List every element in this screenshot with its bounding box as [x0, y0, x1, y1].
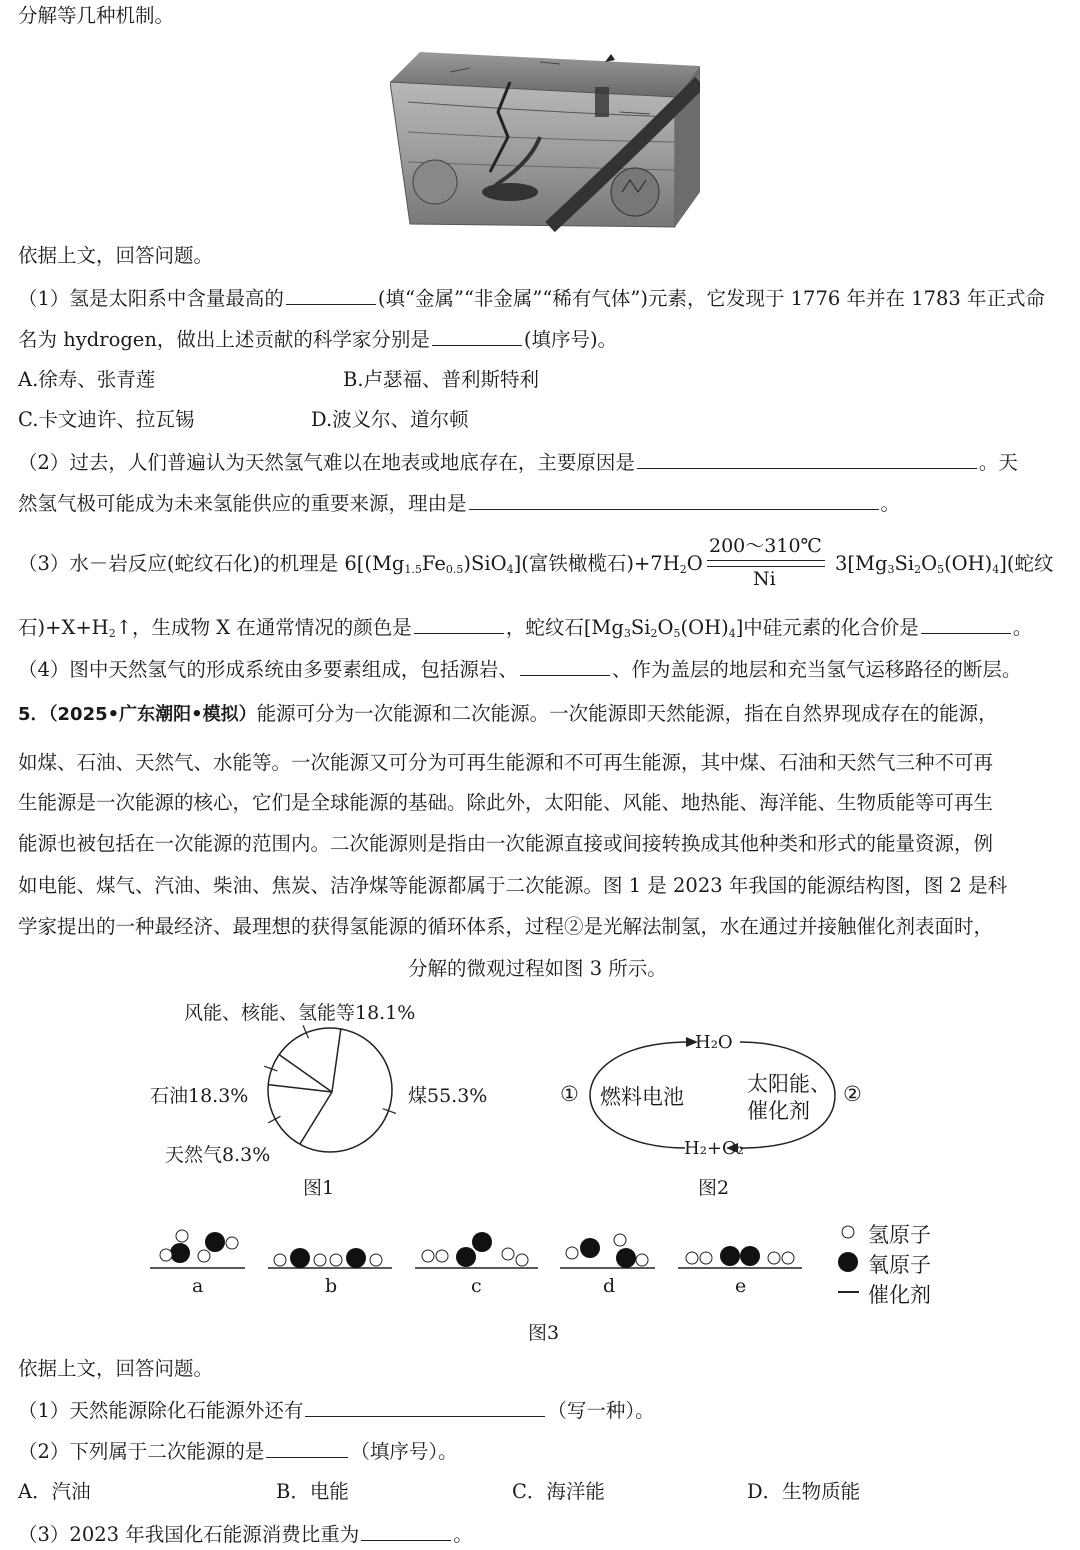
answer-blank[interactable]	[414, 613, 504, 634]
reaction-condition-top: 200～310℃	[709, 535, 822, 557]
step-label-e: e	[735, 1275, 747, 1297]
hydrogen-atom	[370, 1254, 382, 1266]
option-d: D．生物质能	[747, 1480, 861, 1503]
option-b: B.卢瑟福、普利斯特利	[343, 368, 540, 391]
oxygen-atom	[720, 1246, 740, 1266]
cycle-step2-number: ②	[843, 1082, 862, 1106]
option-d: D.波义尔、道尔顿	[311, 408, 469, 431]
q4-options-row1	[18, 366, 1070, 394]
cycle-right-label-2: 催化剂	[747, 1099, 810, 1123]
answer-blank[interactable]	[520, 655, 610, 676]
q5-prompt: 依据上文，回答问题。	[18, 1357, 214, 1380]
hydrogen-atom	[516, 1254, 528, 1266]
answer-blank[interactable]	[469, 489, 879, 510]
oxygen-atom	[290, 1248, 310, 1268]
cycle-step1-number: ①	[560, 1082, 579, 1106]
oxygen-legend-icon	[838, 1252, 858, 1272]
q5-line7: 分解的微观过程如图 3 所示。	[408, 957, 667, 980]
hydrogen-atom	[566, 1247, 578, 1259]
cycle-right-label-1: 太阳能、	[747, 1072, 831, 1096]
oxygen-atom	[472, 1232, 492, 1252]
answer-blank[interactable]	[266, 1437, 348, 1458]
hydrogen-atom	[436, 1250, 448, 1262]
q5-part3: （3）2023 年我国化石能源消费比重为 。	[18, 1520, 1070, 1549]
q4-part3-line1: （3）水－岩反应(蛇纹石化)的机理是 $6[(Mg_{1.5}Fe_{0.5})SiO_4]$(富铁橄榄石)$+7H_2O$	[18, 552, 703, 576]
legend-hydrogen: 氢原子	[868, 1223, 931, 1247]
hydrogen-atom	[502, 1248, 514, 1260]
hydrogen-atom	[422, 1250, 434, 1262]
q4-part1-line2: 名为 hydrogen，做出上述贡献的科学家分别是 (填序号)。	[18, 325, 1070, 354]
answer-blank[interactable]	[637, 448, 977, 469]
option-c: C．海洋能	[512, 1480, 605, 1503]
hydrogen-atom	[636, 1254, 648, 1266]
oxygen-atom	[456, 1247, 476, 1267]
hydrogen-atom	[176, 1230, 188, 1242]
figure1-caption: 图1	[303, 1177, 335, 1199]
legend-catalyst: 催化剂	[868, 1283, 931, 1307]
hydrogen-atom	[160, 1249, 172, 1261]
oxygen-atom	[580, 1238, 600, 1258]
pie-label-oil: 石油18.3%	[150, 1085, 249, 1107]
q4-part2-line2: 然氢气极可能成为未来氢能供应的重要来源，理由是 。	[18, 489, 1070, 518]
figure3-caption: 图3	[528, 1322, 560, 1344]
q5-line1: 5．（2025•广东潮阳•模拟）能源可分为一次能源和二次能源。一次能源即天然能源，指在自然界现成存在的能源，	[18, 702, 998, 725]
q5-line2: 如煤、石油、天然气、水能等。一次能源又可分为可再生能源和不可再生能源，其中煤、石油和天然气三种不可再	[18, 751, 994, 774]
answer-blank[interactable]	[361, 1520, 451, 1541]
hydrogen-atom	[782, 1252, 794, 1264]
hydrogen-atom	[226, 1237, 238, 1249]
circled-number: ②	[564, 915, 584, 938]
oxygen-atom	[205, 1232, 225, 1252]
pie-label-other: 风能、核能、氢能等18.1%	[184, 1002, 416, 1024]
cycle-left-label: 燃料电池	[600, 1085, 684, 1109]
hydrogen-atom	[314, 1254, 326, 1266]
hydrogen-atom	[274, 1254, 286, 1266]
answer-blank[interactable]	[305, 1396, 545, 1417]
legend-oxygen: 氧原子	[868, 1253, 931, 1277]
cycle-top-label: H₂O	[695, 1032, 733, 1053]
q5-line6: 学家提出的一种最经济、最理想的获得氢能源的循环体系，过程②是光解法制氢，水在通过并接触催化剂表面时，	[18, 915, 994, 938]
step-label-c: c	[471, 1275, 482, 1297]
question-number: 5．	[18, 704, 49, 725]
q4-part3-product: $3[Mg_3Si_2O_5(OH)_4]$(蛇纹	[835, 552, 1054, 576]
oxygen-atom	[170, 1243, 190, 1263]
figure3-molecular-process	[140, 1220, 820, 1280]
q5-line4: 能源也被包括在一次能源的范围内。二次能源则是指由一次能源直接或间接转换成其他种类和形式的能量资源，例	[18, 832, 994, 855]
hydrogen-atom	[198, 1250, 210, 1262]
reaction-condition-bottom: Ni	[753, 568, 776, 590]
hydrogen-atom	[330, 1254, 342, 1266]
oxygen-atom	[740, 1246, 760, 1266]
answer-blank[interactable]	[286, 284, 376, 305]
hydrogen-atom	[700, 1252, 712, 1264]
hydrogen-atom	[686, 1252, 698, 1264]
q5-line5: 如电能、煤气、汽油、柴油、焦炭、洁净煤等能源都属于二次能源。图 1 是 2023 年我国的能源结构图，图 2 是科	[18, 874, 1008, 897]
pie-label-coal: 煤55.3%	[408, 1085, 488, 1107]
oxygen-atom	[346, 1248, 366, 1268]
hydrogen-atom	[768, 1252, 780, 1264]
q5-options	[18, 1478, 1070, 1506]
answer-blank[interactable]	[432, 325, 522, 346]
option-a: A．汽油	[18, 1480, 91, 1503]
q4-part4: （4）图中天然氢气的形成系统由多要素组成，包括源岩、 、作为盖层的地层和充当氢气运移路径的断层。	[18, 655, 1070, 684]
hydrogen-legend-icon	[842, 1226, 854, 1238]
q5-part2: （2）下列属于二次能源的是 （填序号）。	[18, 1437, 1070, 1466]
q4-part3-line2: 石)$+X+H_2↑$，生成物 X 在通常情况的颜色是 ，蛇纹石$[Mg_3Si_2O_5(OH)_4]$中硅元素的化合价是 。	[18, 613, 1070, 648]
answer-blank[interactable]	[921, 613, 1011, 634]
figure2-caption: 图2	[698, 1177, 730, 1199]
question-source: （2025•广东潮阳•模拟）	[48, 704, 257, 725]
option-b: B．电能	[276, 1480, 349, 1503]
q4-part2-line1: （2）过去，人们普遍认为天然氢气难以在地表或地底存在，主要原因是 。天	[18, 448, 1070, 477]
q4-options-row2	[18, 406, 1070, 434]
intro-tail: 分解等几种机制。	[18, 4, 175, 27]
q4-prompt: 依据上文，回答问题。	[18, 244, 214, 267]
hydrogen-atom	[614, 1234, 626, 1246]
geology-diagram	[390, 42, 700, 232]
pie-label-gas: 天然气8.3%	[165, 1144, 271, 1166]
q5-part1: （1）天然能源除化石能源外还有 （写一种）。	[18, 1396, 1070, 1425]
option-a: A.徐寿、张青莲	[18, 368, 156, 391]
q4-part1-line1: （1）氢是太阳系中含量最高的 (填“金属”“非金属”“稀有气体”)元素，它发现于 1776 年并在 1783 年正式命	[18, 284, 1070, 313]
q5-line3: 生能源是一次能源的核心，它们是全球能源的基础。除此外，太阳能、风能、地热能、海洋能、生物质能等可再生	[18, 791, 994, 814]
reaction-arrow	[707, 560, 825, 567]
option-c: C.卡文迪许、拉瓦锡	[18, 408, 195, 431]
cycle-bottom-label: H₂+O₂	[684, 1138, 744, 1159]
step-label-b: b	[325, 1275, 338, 1297]
figure3-legend	[835, 1220, 865, 1304]
oxygen-atom	[616, 1248, 636, 1268]
step-label-a: a	[192, 1275, 204, 1297]
step-label-d: d	[603, 1275, 616, 1297]
